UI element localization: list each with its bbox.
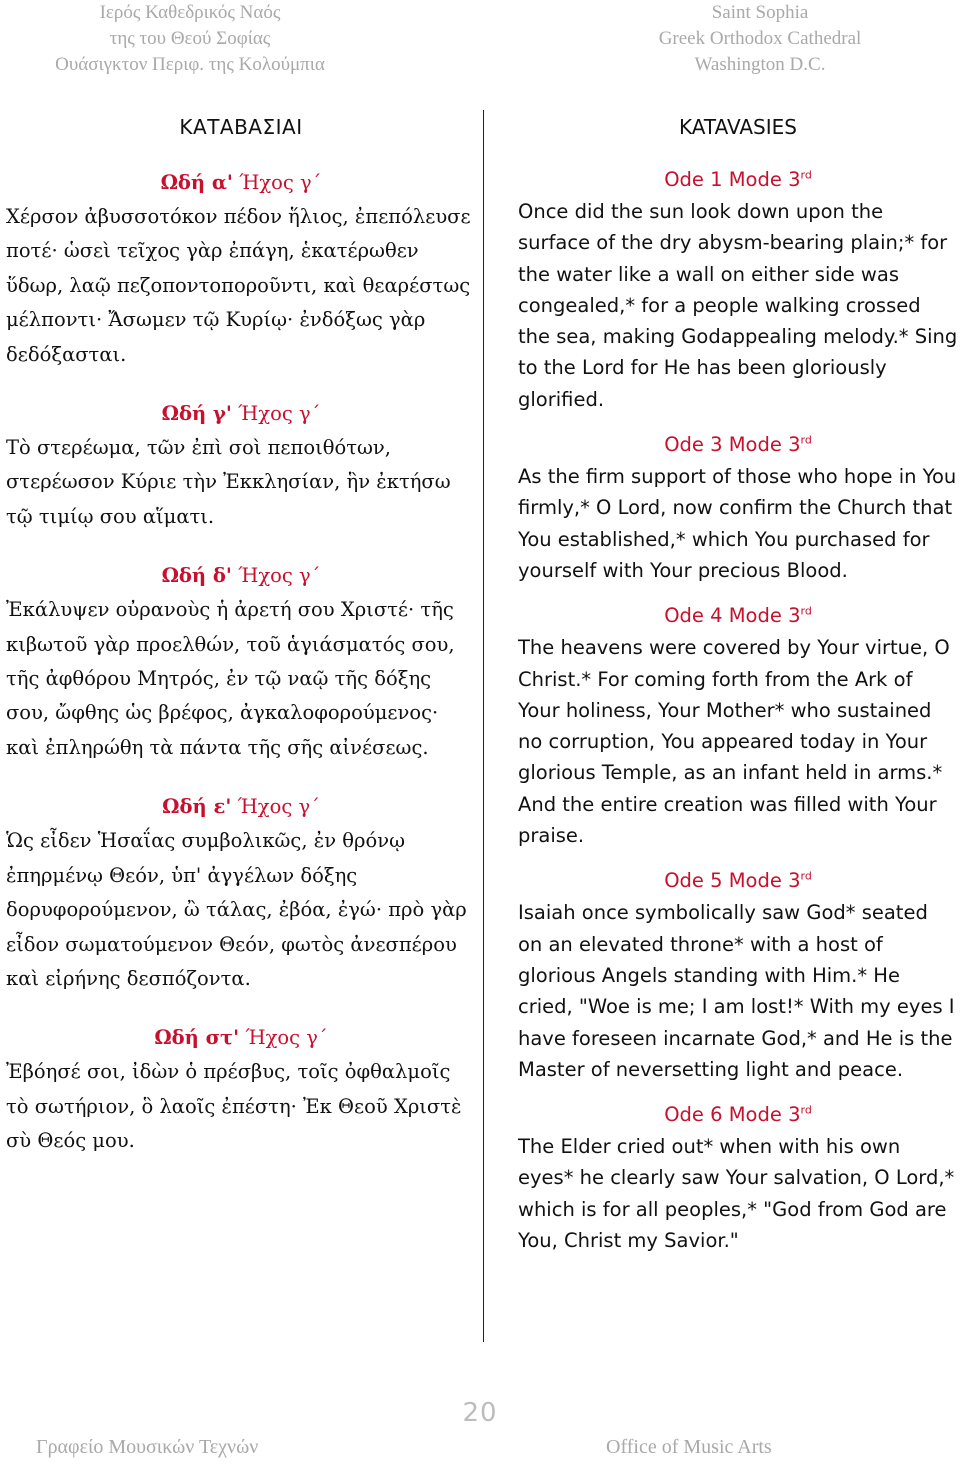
ode-mode: Mode 3 [728, 168, 801, 191]
greek-ode [6, 166, 476, 372]
ode-mode: Ήχος γ΄ [238, 402, 321, 426]
english-ode [518, 1099, 958, 1256]
header-left-line: Ιερός Καθεδρικός Ναός [99, 2, 281, 23]
ode-mode: Ήχος γ΄ [239, 171, 322, 194]
greek-title: ΚΑΤΑΒΑΣΙΑΙ [179, 115, 303, 139]
ode-number: Ode 6 [664, 1103, 723, 1127]
ode-number: Ωδή α' [160, 171, 233, 194]
english-ode-text: Once did the sun look down upon the surface of the dry abysm-bearing plain;* for the water like a wall on either side was congealed,* for a people walking crossed the sea, making Godappealing melody.* Sing to the Lord for He has been gloriously glorified. [518, 200, 958, 411]
ode-number: Ode 3 [664, 433, 723, 457]
english-ode-text: Isaiah once symbolically saw God* seated on an elevated throne* with a host of glorious Angels standing with Him.* He cried, "Woe is me; I am lost!* With my eyes I have foreseen incarnate God,* and He is the Master of neversetting light and peace. [518, 901, 955, 1081]
header-left-line: της του Θεού Σοφίας [109, 28, 271, 49]
ode-number: Ωδή δ' [161, 564, 232, 588]
ode-number: Ωδή ε' [162, 795, 232, 819]
english-ode-heading [518, 865, 958, 897]
ode-number: Ωδή γ' [161, 402, 232, 426]
column-divider [483, 110, 484, 1342]
greek-ode-text: Τὸ στερέωμα, τῶν ἐπὶ σοὶ πεποιθότων, στερέωσον Κύριε τὴν Ἐκκλησίαν, ἣν ἐκτήσω τῷ τιμίῳ σου αἵματι. [6, 436, 451, 528]
greek-ode-heading [6, 397, 476, 431]
ode-mode: Ήχος γ΄ [245, 1026, 328, 1050]
greek-ode-heading [6, 1021, 476, 1055]
ode-number: Ode 1 [664, 168, 723, 191]
footer-right: Office of Music Arts [606, 1436, 772, 1458]
greek-ode-text: Χέρσον ἀβυσσοτόκον πέδον ἥλιος, ἐπεπόλευσε ποτέ· ὡσεὶ τεῖχος γὰρ ἐπάγη, ἑκατέρωθεν ὕδωρ, λαῷ πεζοποντοποροῦντι, καὶ θεαρέστως μέλποντι· Ἄσωμεν τῷ Κυρίῳ· ἐνδόξως γὰρ δεδόξασται. [6, 205, 471, 366]
header-right-line: Saint Sophia [711, 2, 809, 23]
ode-mode-suffix: rd [800, 1103, 812, 1117]
english-ode-text: As the firm support of those who hope in You firmly,* O Lord, now confirm the Church that You established,* which You purchased for yourself with Your precious Blood. [518, 465, 957, 582]
header-right-line: Washington D.C. [694, 54, 826, 75]
ode-mode: Mode 3 [728, 1103, 801, 1127]
header-left [30, 0, 350, 78]
english-ode [518, 600, 958, 851]
greek-ode-text: Ὡς εἶδεν Ἡσαΐας συμβολικῶς, ἐν θρόνῳ ἐπηρμένῳ Θεόν, ὑπ' ἀγγέλων δόξης δορυφορούμενον, ὢ τάλας, ἐβόα, ἐγώ· πρὸ γὰρ εἶδον σωματούμενον Θεόν, φωτὸς ἀνεσπέρου καὶ εἰρήνης δεσπόζοντα. [6, 829, 467, 990]
ode-mode: Ήχος γ΄ [238, 564, 321, 588]
ode-mode-suffix: rd [800, 433, 812, 447]
english-ode-heading [518, 1099, 958, 1131]
header-right [600, 0, 920, 78]
ode-number: Ωδή στ' [154, 1026, 240, 1050]
english-ode-text: The Elder cried out* when with his own eyes* he clearly saw Your salvation, O Lord,* which is for all peoples,* "God from God are You, Christ my Savior." [518, 1135, 955, 1253]
english-ode [518, 164, 958, 415]
ode-number: Ode 5 [664, 869, 723, 893]
greek-ode-text: Ἐβόησέ σοι, ἰδὼν ὁ πρέσβυς, τοῖς ὀφθαλμοῖς τὸ σωτήριον, ὃ λαοῖς ἐπέστη· Ἐκ Θεοῦ Χριστὲ σὺ Θεός μου. [6, 1060, 462, 1153]
greek-ode [6, 559, 476, 765]
english-ode-heading [518, 600, 958, 632]
greek-ode-text: Ἐκάλυψεν οὐρανοὺς ἡ ἀρετή σου Χριστέ· τῆς κιβωτοῦ γὰρ προελθών, τοῦ ἁγιάσματός σου, τῆς ἀφθόρου Μητρός, ἐν τῷ ναῷ τῆς δόξης σου, ὤφθης ὡς βρέφος, ἀγκαλοφορούμενος· καὶ ἐπληρώθη τὰ πάντα τῆς σῆς αἰνέσεως. [6, 598, 455, 759]
english-ode-heading [518, 164, 958, 196]
greek-ode [6, 790, 476, 996]
english-title: KATAVASIES [679, 115, 797, 139]
greek-ode [6, 397, 476, 534]
greek-ode [6, 1021, 476, 1158]
english-ode [518, 865, 958, 1085]
ode-mode: Ήχος γ΄ [237, 795, 320, 819]
english-ode [518, 429, 958, 586]
greek-ode-heading [6, 790, 476, 824]
greek-ode-heading [6, 559, 476, 593]
ode-mode: Mode 3 [728, 433, 801, 457]
footer-left: Γραφείο Μουσικών Τεχνών [36, 1436, 259, 1458]
english-column [518, 110, 958, 1256]
page-number: 20 [462, 1398, 498, 1428]
ode-number: Ode 4 [664, 604, 723, 628]
ode-mode: Mode 3 [728, 869, 801, 893]
english-ode-heading [518, 429, 958, 461]
ode-mode-suffix: rd [800, 869, 812, 883]
english-ode-text: The heavens were covered by Your virtue, O Christ.* For coming forth from the Ark of Your holiness, Your Mother* who sustained no corruption, You appeared today in Your glorious Temple, as an infant held in arms.* And the entire creation was filled with Your praise. [518, 636, 950, 848]
ode-mode-suffix: rd [800, 604, 812, 618]
header-left-line: Ουάσιγκτον Περιφ. της Κολούμπια [55, 54, 325, 75]
greek-ode-heading [6, 166, 476, 200]
greek-column [6, 110, 476, 1159]
ode-mode-suffix: rd [800, 168, 812, 182]
header-right-line: Greek Orthodox Cathedral [658, 28, 862, 49]
ode-mode: Mode 3 [728, 604, 801, 628]
